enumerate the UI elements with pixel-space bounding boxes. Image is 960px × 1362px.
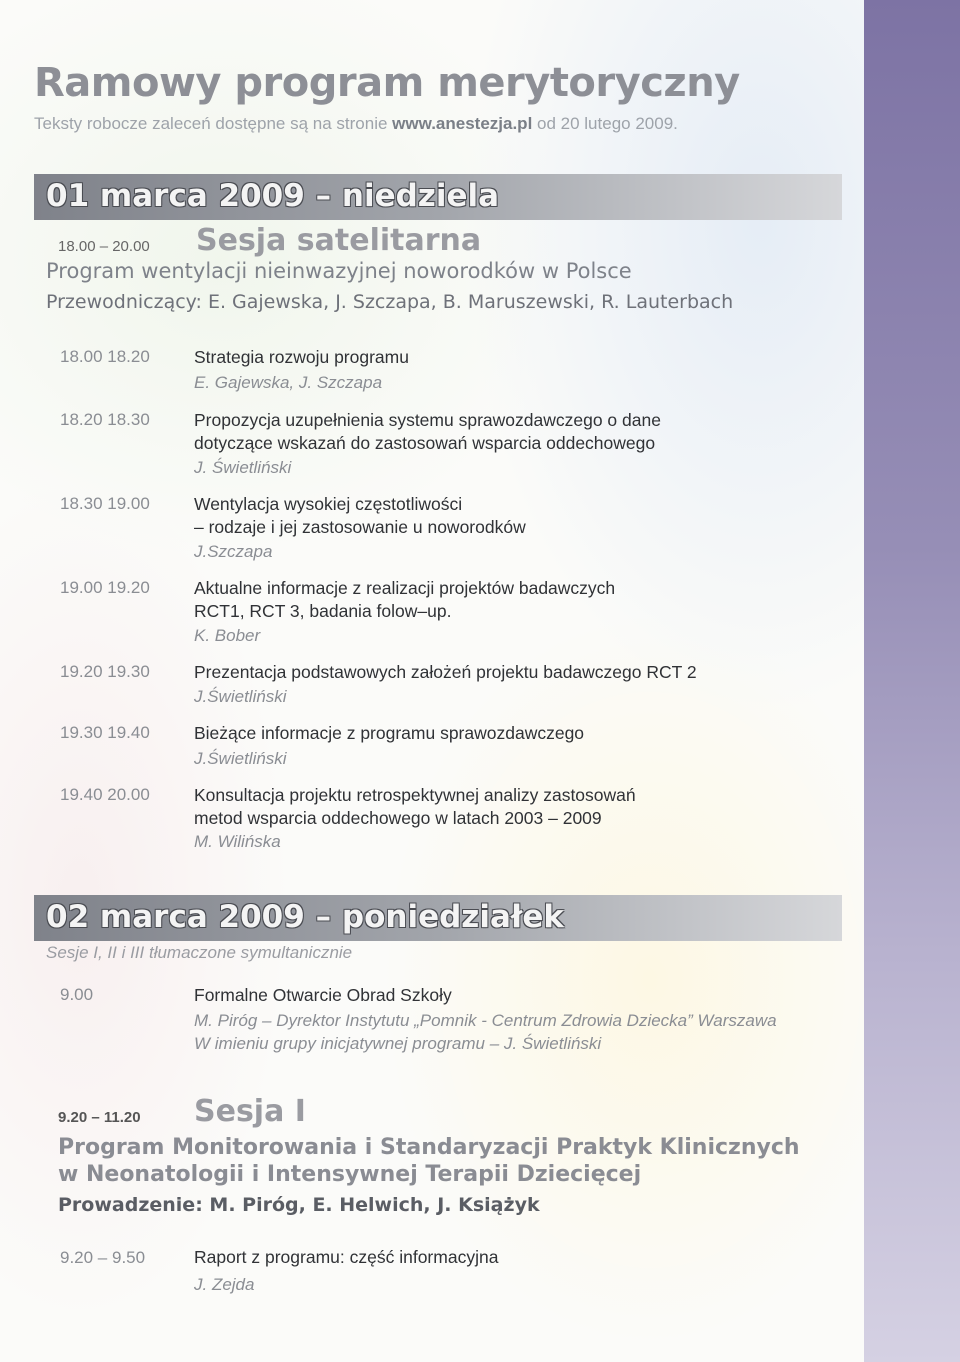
day2-label: 02 marca 2009 – poniedziałek xyxy=(46,899,565,935)
day1-session-title: Sesja satelitarna xyxy=(196,223,482,258)
translation-note: Sesje I, II i III tłumaczone symultanicznie xyxy=(46,943,353,962)
day1-item-title-line2: dotyczące wskazań do zastosowań wsparcia oddechowego xyxy=(194,433,656,453)
day2-item-author: J. Zejda xyxy=(194,1275,255,1294)
subtitle-text: Teksty robocze zaleceń dostępne są na stronie xyxy=(34,114,393,133)
day1-item-author: K. Bober xyxy=(194,626,261,645)
day1-item-author: J. Świetliński xyxy=(194,458,292,477)
day2-item-time: 9.20 – 9.50 xyxy=(60,1248,146,1267)
session1-title: Sesja I xyxy=(194,1094,306,1129)
day1-item-title: Propozycja uzupełnienia systemu sprawozdawczego o dane xyxy=(194,410,661,430)
day1-item-title: Konsultacja projektu retrospektywnej analizy zastosowań xyxy=(194,785,636,805)
day1-item-author: J.Świetliński xyxy=(194,687,287,706)
opening-title: Formalne Otwarcie Obrad Szkoły xyxy=(194,985,452,1005)
day1-item-title: Strategia rozwoju programu xyxy=(194,347,409,367)
day1-session-subtitle: Program wentylacji nieinwazyjnej noworodków w Polsce xyxy=(46,259,632,283)
day1-session-time: 18.00 – 20.00 xyxy=(58,238,150,255)
session1-subtitle-1: Program Monitorowania i Standaryzacji Praktyk Klinicznych xyxy=(58,1135,800,1160)
day1-item-title-line2: metod wsparcia oddechowego w latach 2003 – 2009 xyxy=(194,808,602,828)
day2-header xyxy=(34,895,842,941)
day1-item-time: 19.20 19.30 xyxy=(60,662,150,681)
subtitle-date: od 20 lutego 2009. xyxy=(532,114,678,133)
day1-item-time: 19.40 20.00 xyxy=(60,785,150,804)
day2-item-title: Raport z programu: część informacyjna xyxy=(194,1247,499,1267)
day1-item-time: 18.20 18.30 xyxy=(60,410,150,429)
day1-item-title: Bieżące informacje z programu sprawozdawczego xyxy=(194,723,585,743)
day1-item-time: 19.30 19.40 xyxy=(60,723,150,742)
day1-session-chairs: Przewodniczący: E. Gajewska, J. Szczapa, B. Maruszewski, R. Lauterbach xyxy=(46,291,734,313)
day1-item-author: E. Gajewska, J. Szczapa xyxy=(194,373,383,392)
day1-item-author: J.Szczapa xyxy=(194,542,273,561)
day1-item-author: M. Wilińska xyxy=(194,832,281,851)
day1-item-time: 18.30 19.00 xyxy=(60,494,150,513)
session1-chairs: Prowadzenie: M. Piróg, E. Helwich, J. Książyk xyxy=(58,1194,540,1216)
day1-label: 01 marca 2009 – niedziela xyxy=(46,178,500,214)
day1-header xyxy=(34,174,842,220)
decorative-side-stripe xyxy=(864,0,960,1362)
opening-line-2: W imieniu grupy inicjatywnej programu – J. Świetliński xyxy=(194,1034,602,1053)
subtitle-link[interactable]: www.anestezja.pl xyxy=(392,114,533,133)
page-title: Ramowy program merytoryczny xyxy=(34,60,740,106)
day1-item-title: Prezentacja podstawowych założeń projektu badawczego RCT 2 xyxy=(194,662,697,682)
day1-item-time: 18.00 18.20 xyxy=(60,347,150,366)
session1-subtitle-2: w Neonatologii i Intensywnej Terapii Dziecięcej xyxy=(58,1162,642,1187)
day1-item-title-line2: – rodzaje i jej zastosowanie u noworodków xyxy=(194,517,526,537)
day1-item-author: J.Świetliński xyxy=(194,749,287,768)
opening-time: 9.00 xyxy=(60,985,94,1004)
page-subtitle xyxy=(34,114,678,134)
day1-item-time: 19.00 19.20 xyxy=(60,578,150,597)
session1-time: 9.20 – 11.20 xyxy=(58,1109,141,1126)
day1-item-title: Wentylacja wysokiej częstotliwości xyxy=(194,494,463,514)
opening-line-1: M. Piróg – Dyrektor Instytutu „Pomnik - Centrum Zdrowia Dziecka” Warszawa xyxy=(194,1011,777,1030)
day1-item-title: Aktualne informacje z realizacji projektów badawczych xyxy=(194,578,616,598)
day1-item-title-line2: RCT1, RCT 3, badania folow–up. xyxy=(194,601,452,621)
